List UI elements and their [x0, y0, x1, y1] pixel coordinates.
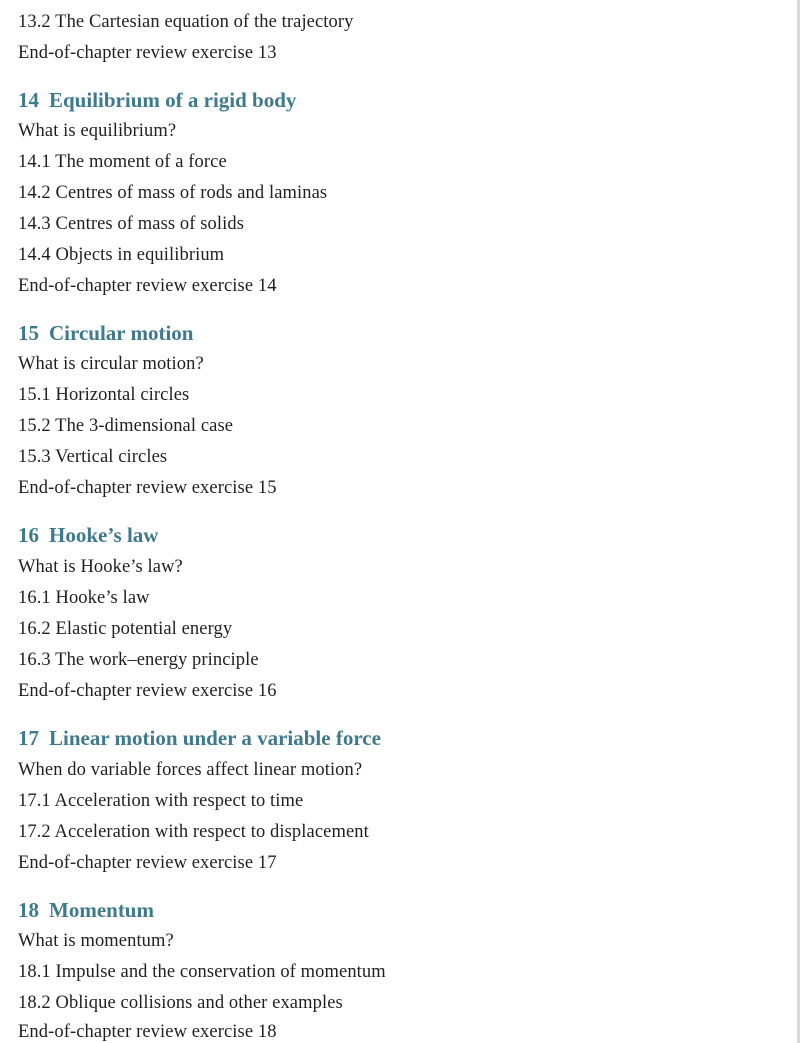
toc-entry: What is circular motion?	[18, 354, 204, 374]
toc-entry: What is Hooke’s law?	[18, 557, 183, 577]
toc-entry: 15.3 Vertical circles	[18, 447, 168, 467]
toc-entry: 14.3 Centres of mass of solids	[18, 214, 245, 234]
toc-entry: 16.3 The work–energy principle	[18, 650, 259, 670]
toc-entry: 16.1 Hooke’s law	[18, 588, 150, 608]
toc-entry: 14.4 Objects in equilibrium	[18, 245, 225, 265]
chapter-heading-17	[18, 725, 381, 751]
chapter-heading-16	[18, 522, 158, 548]
toc-entry: 16.2 Elastic potential energy	[18, 619, 233, 639]
chapter-number: 17	[18, 726, 39, 750]
toc-entry: 17.2 Acceleration with respect to displacement	[18, 822, 369, 842]
toc-entry: 18.1 Impulse and the conservation of momentum	[18, 962, 386, 982]
toc-entry: End-of-chapter review exercise 17	[18, 853, 277, 873]
chapter-number: 16	[18, 523, 39, 547]
toc-entry: End-of-chapter review exercise 13	[18, 43, 277, 63]
toc-entry: End-of-chapter review exercise 16	[18, 681, 277, 701]
chapter-title: Equilibrium of a rigid body	[49, 88, 297, 112]
toc-entry: End-of-chapter review exercise 15	[18, 478, 277, 498]
chapter-number: 18	[18, 898, 39, 922]
chapter-heading-14	[18, 87, 296, 113]
chapter-heading-18	[18, 897, 154, 923]
chapter-title: Linear motion under a variable force	[49, 726, 381, 750]
toc-entry: End-of-chapter review exercise 18	[18, 1022, 277, 1042]
chapter-title: Circular motion	[49, 321, 194, 345]
toc-entry: 14.2 Centres of mass of rods and laminas	[18, 183, 328, 203]
chapter-title: Momentum	[49, 898, 154, 922]
toc-entry: 17.1 Acceleration with respect to time	[18, 791, 304, 811]
chapter-number: 14	[18, 88, 39, 112]
toc-entry: 15.1 Horizontal circles	[18, 385, 190, 405]
toc-entry: What is momentum?	[18, 931, 174, 951]
toc-entry: 13.2 The Cartesian equation of the trajectory	[18, 12, 354, 32]
chapter-number: 15	[18, 321, 39, 345]
toc-entry: 15.2 The 3-dimensional case	[18, 416, 234, 436]
toc-entry: When do variable forces affect linear motion?	[18, 760, 363, 780]
toc-entry: What is equilibrium?	[18, 121, 177, 141]
toc-entry: End-of-chapter review exercise 14	[18, 276, 277, 296]
chapter-title: Hooke’s law	[49, 523, 159, 547]
toc-entry: 18.2 Oblique collisions and other examples	[18, 993, 343, 1013]
toc-entry: 14.1 The moment of a force	[18, 152, 227, 172]
chapter-heading-15	[18, 320, 193, 346]
